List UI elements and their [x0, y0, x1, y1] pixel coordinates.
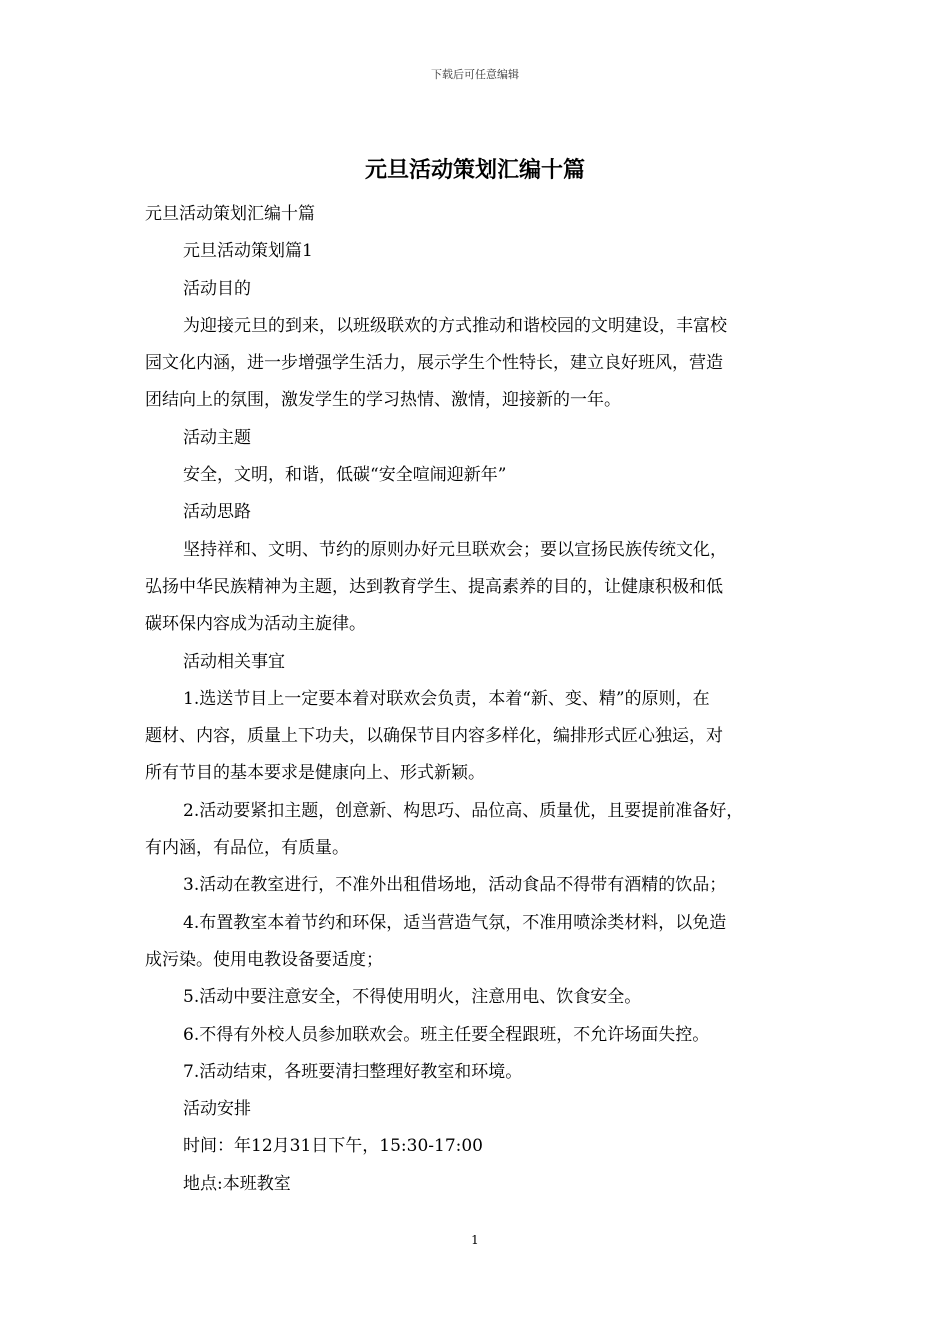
list-item-line: 4.布置教室本着节约和环保，适当营造气氛，不准用喷涂类材料，以免造 — [183, 912, 727, 933]
paragraph-line: 园文化内涵，进一步增强学生活力，展示学生个性特长，建立良好班风，营造 — [145, 353, 723, 374]
document-body — [145, 196, 825, 1203]
list-item-line: 6.不得有外校人员参加联欢会。班主任要全程跟班，不允许场面失控。 — [183, 1024, 710, 1045]
section-heading: 活动相关事宜 — [183, 651, 285, 672]
section-heading: 活动安排 — [183, 1099, 251, 1120]
list-item-line: 所有节目的基本要求是健康向上、形式新颖。 — [145, 763, 485, 784]
list-item-line: 5.活动中要注意安全，不得使用明火，注意用电、饮食安全。 — [183, 987, 642, 1008]
document-title: 元旦活动策划汇编十篇 — [364, 157, 585, 183]
list-item-line: 成污染。使用电教设备要适度； — [145, 949, 383, 970]
section-heading: 活动思路 — [183, 502, 251, 523]
page-number: 1 — [471, 1233, 479, 1247]
list-item-line: 1.选送节目上一定要本着对联欢会负责，本着“新、变、精”的原则，在 — [183, 688, 710, 709]
list-item-line: 7.活动结束，各班要清扫整理好教室和环境。 — [183, 1061, 523, 1082]
section-heading: 活动目的 — [183, 278, 251, 299]
list-item-line: 有内涵，有品位，有质量。 — [145, 838, 349, 859]
subtitle-line: 元旦活动策划汇编十篇 — [145, 204, 315, 224]
section-heading: 元旦活动策划篇1 — [183, 241, 313, 262]
paragraph-line: 为迎接元旦的到来，以班级联欢的方式推动和谐校园的文明建设，丰富校 — [183, 315, 727, 336]
paragraph-line: 碳环保内容成为活动主旋律。 — [145, 614, 366, 635]
section-heading: 活动主题 — [183, 427, 251, 448]
list-item-line: 3.活动在教室进行，不准外出租借场地，活动食品不得带有酒精的饮品； — [183, 875, 727, 896]
list-item-line: 题材、内容，质量上下功夫，以确保节目内容多样化，编排形式匠心独运，对 — [145, 726, 723, 747]
paragraph-line: 安全，文明，和谐，低碳“安全喧闹迎新年” — [183, 465, 507, 486]
header-note: 下载后可任意编辑 — [431, 68, 519, 81]
paragraph-line: 坚持祥和、文明、节约的原则办好元旦联欢会；要以宣扬民族传统文化， — [183, 539, 727, 560]
schedule-location: 地点:本班教室 — [183, 1173, 291, 1194]
list-item-line: 2.活动要紧扣主题，创意新、构思巧、品位高、质量优，且要提前准备好， — [183, 800, 744, 821]
paragraph-line: 团结向上的氛围，激发学生的学习热情、激情，迎接新的一年。 — [145, 390, 621, 411]
schedule-time: 时间：年12月31日下午，15:30-17:00 — [183, 1136, 483, 1157]
paragraph-line: 弘扬中华民族精神为主题，达到教育学生、提高素养的目的，让健康积极和低 — [145, 576, 723, 597]
